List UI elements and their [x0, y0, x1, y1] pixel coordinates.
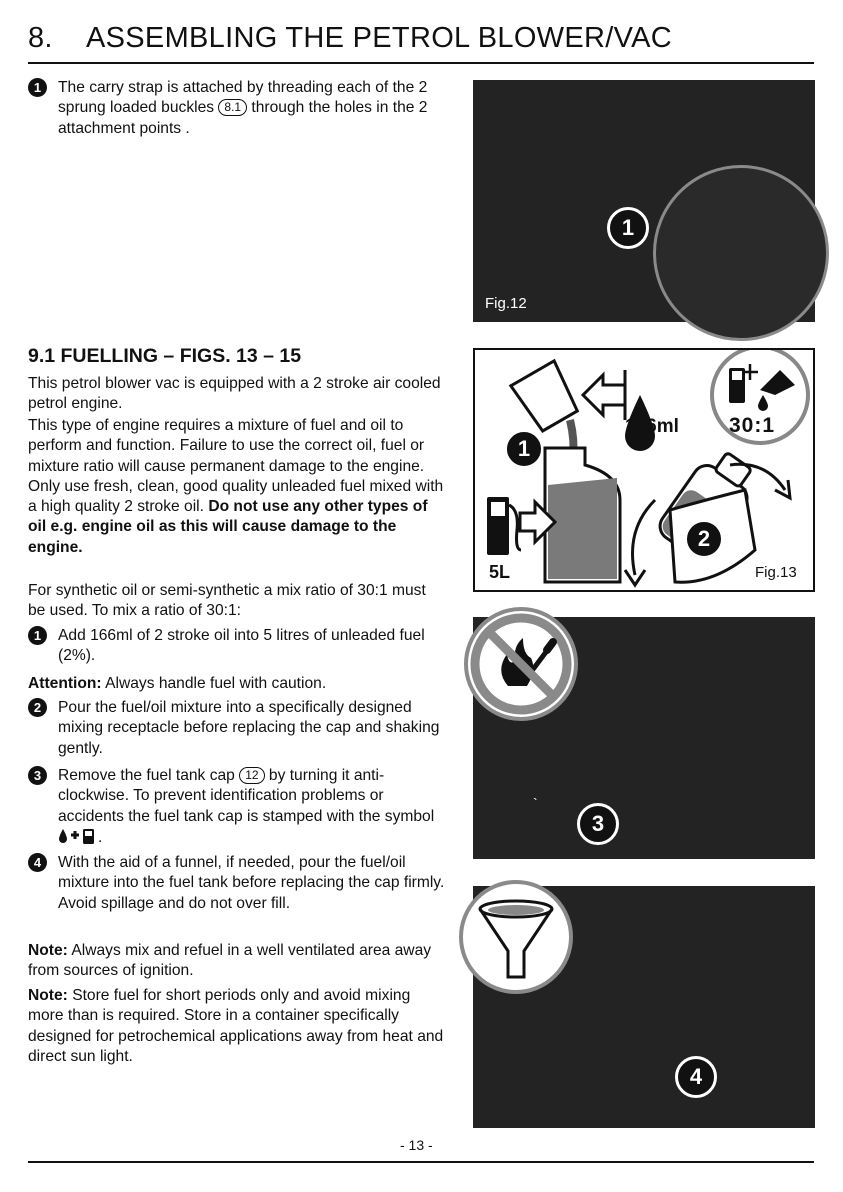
- page-number: - 13 -: [400, 1137, 433, 1153]
- ratio-label: 30:1: [729, 414, 776, 437]
- section-number: 8.: [28, 22, 53, 54]
- note-label: Note:: [28, 987, 68, 1004]
- attention-label: Attention:: [28, 675, 102, 692]
- section-heading: 9.1 FUELLING – FIGS. 13 – 15: [28, 345, 302, 367]
- section-title: ASSEMBLING THE PETROL BLOWER/VAC: [86, 22, 672, 54]
- fuel-step-4: [28, 853, 446, 914]
- step-badge: 4: [28, 853, 47, 872]
- part-ref-8-1: 8.1: [218, 99, 247, 116]
- note-ventilation: [28, 941, 446, 982]
- stray-mark: `: [533, 795, 538, 811]
- attention-text: Always handle fuel with caution.: [105, 675, 327, 692]
- fig-13-illustration: [475, 350, 813, 590]
- page-title: [28, 22, 672, 55]
- fuel-step-4-text: With the aid of a funnel, if needed, pour the fuel/oil mixture into the fuel tank before replacing the cap firmly. Avoid spillage and do not over fill.: [58, 854, 445, 912]
- fig-12-label: Fig.12: [485, 295, 527, 312]
- mix-ratio-text: For synthetic oil or semi-synthetic a mix ratio of 30:1 must be used. To mix a ratio of 30:1:: [28, 582, 426, 620]
- fuel-step-3-text-b: by turning it anti-clockwise. To prevent identification problems or accidents the fuel tank cap is stamped with the symbol: [58, 767, 435, 825]
- assembly-step-1-text-b: through the holes in the 2 attachment points .: [58, 99, 428, 137]
- fig-12-detail-circle: [653, 165, 829, 341]
- header-rule: [28, 62, 814, 64]
- note-storage: [28, 986, 446, 1067]
- plus-icon: [71, 831, 79, 839]
- footer-rule: [28, 1161, 814, 1163]
- fuelling-intro: This petrol blower vac is equipped with a 2 stroke air cooled petrol engine.: [28, 375, 441, 413]
- step-badge: 3: [28, 766, 47, 785]
- no-fire-badge: [463, 606, 579, 727]
- fuel-step-2-text: Pour the fuel/oil mixture into a specifically designed mixing receptacle before replacing the cap and shaking gently.: [58, 699, 440, 757]
- fig-12-panel: [473, 80, 815, 322]
- fuelling-warning-bold: Do not use any other types of oil e.g. engine oil as this will cause damage to the engine.: [28, 498, 428, 556]
- funnel-badge: [458, 879, 574, 1000]
- note-label: Note:: [28, 942, 68, 959]
- fig-12-callout: 1: [607, 207, 649, 249]
- fig-13-panel: [473, 348, 815, 592]
- fuel-volume-label: 5L: [489, 562, 511, 582]
- part-ref-12: 12: [239, 767, 264, 784]
- fuel-step-1-text: Add 166ml of 2 stroke oil into 5 litres of unleaded fuel (2%).: [58, 627, 425, 665]
- fuelling-warning-plain: This type of engine requires a mixture of fuel and oil to perform and function. Failure to use the correct oil, fuel or mixture ratio will cause permanent damage to the engine. Only use fresh, clean, good quality unleaded fuel mixed with a high quality 2 stroke oil.: [28, 417, 444, 516]
- attention-note: [28, 674, 446, 694]
- arrow-icon: [583, 370, 625, 420]
- fig-13-label: Fig.13: [755, 564, 797, 581]
- fuel-step-1: [28, 626, 446, 667]
- step-badge: 1: [28, 626, 47, 645]
- step-badge: 2: [28, 698, 47, 717]
- assembly-step-1-text-a: The carry strap is attached by threading each of the 2 sprung loaded buckles: [58, 79, 428, 117]
- fig-14-callout: 3: [577, 803, 619, 845]
- oil-drop-icon: [59, 829, 67, 843]
- fuel-step-3-text-a: Remove the fuel tank cap: [58, 767, 235, 784]
- fuel-step-3: [28, 766, 446, 851]
- fuelling-warning: [28, 416, 446, 558]
- fig-13-callout-1: 1: [505, 430, 543, 468]
- assembly-step-1: [28, 78, 446, 139]
- step-badge: 1: [28, 78, 47, 97]
- fuel-step-3-text-c: .: [98, 828, 103, 846]
- fuel-step-2: [28, 698, 446, 759]
- fig-13-callout-2: 2: [685, 520, 723, 558]
- oil-amount-label: 166ml: [625, 416, 679, 437]
- fig-15-callout: 4: [675, 1056, 717, 1098]
- note-storage-text: Store fuel for short periods only and avoid mixing more than is required. Store in a container specifically designed for petrochemical applications away from heat and direct sun light.: [28, 987, 444, 1065]
- note-ventilation-text: Always mix and refuel in a well ventilated area away from sources of ignition.: [28, 942, 432, 980]
- fuel-cap-symbol: [58, 827, 98, 851]
